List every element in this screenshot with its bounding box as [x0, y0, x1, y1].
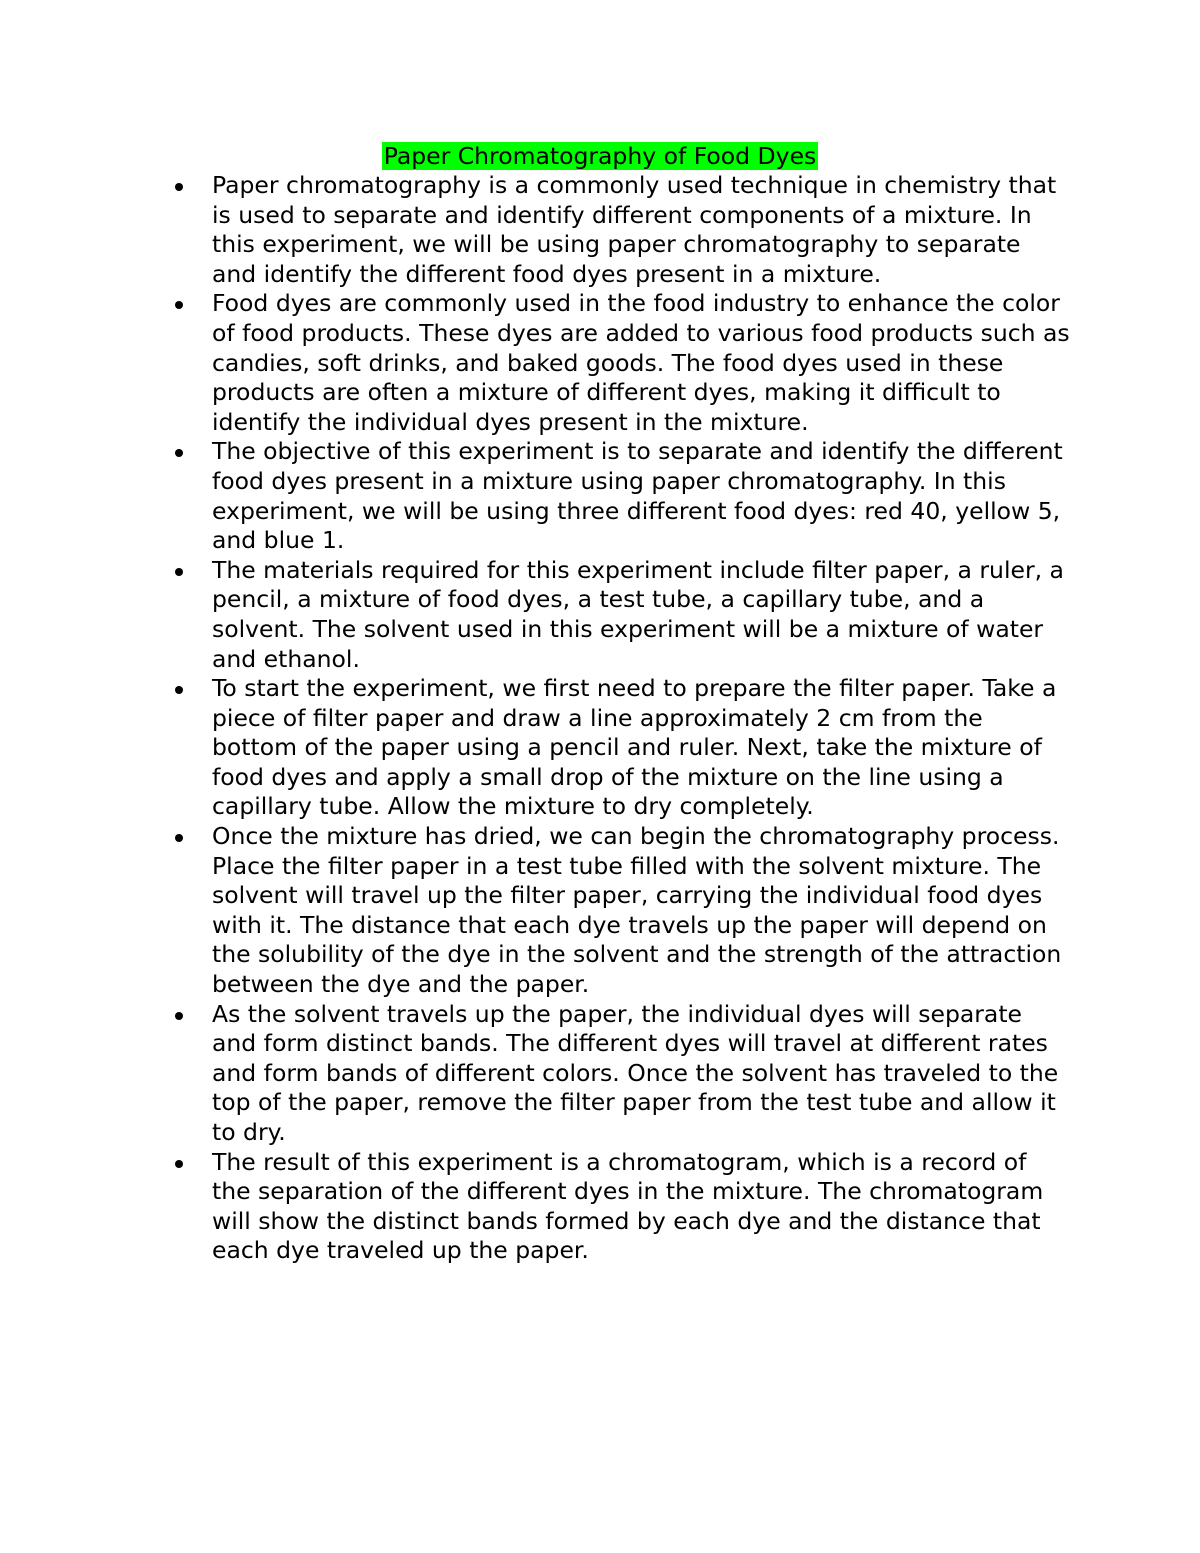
- list-item: [0, 289, 1072, 437]
- bullet-text: The objective of this experiment is to separate and identify the different food dyes present in a mixture using paper chromatography. In this experiment, we will be using three different food dyes: red 40, yellow 5, and blue 1.: [212, 437, 1063, 555]
- list-item: [0, 1000, 1072, 1148]
- bullet-icon: [175, 449, 183, 457]
- list-item: [0, 171, 1072, 289]
- bullet-icon: [175, 686, 183, 694]
- bullet-icon: [175, 1160, 183, 1168]
- bullet-text: Once the mixture has dried, we can begin the chromatography process. Place the filter paper in a test tube filled with the solvent mixture. The solvent will travel up the filter paper, carrying the individual food dyes with it. The distance that each dye travels up the paper will depend on the solubility of the dye in the solvent and the strength of the attraction between the dye and the paper.: [212, 822, 1062, 999]
- bullet-icon: [175, 568, 183, 576]
- bullet-text: Paper chromatography is a commonly used technique in chemistry that is used to separate and identify different components of a mixture. In this experiment, we will be using paper chromatography to separate and identify the different food dyes present in a mixture.: [212, 171, 1057, 288]
- list-item: [0, 556, 1072, 674]
- bullet-icon: [175, 301, 183, 309]
- bullet-text: To start the experiment, we first need to prepare the filter paper. Take a piece of filter paper and draw a line approximately 2 cm from the bottom of the paper using a pencil and ruler. Next, take the mixture of food dyes and apply a small drop of the mixture on the line using a capillary tube. Allow the mixture to dry completely.: [212, 674, 1057, 821]
- bullet-icon: [175, 1012, 183, 1020]
- document-title-line: [0, 141, 1200, 171]
- bullet-list: [0, 171, 1072, 1266]
- bullet-text: Food dyes are commonly used in the food industry to enhance the color of food products. These dyes are added to various food products such as candies, soft drinks, and baked goods. The food dyes used in these products are often a mixture of different dyes, making it difficult to identify the individual dyes present in the mixture.: [212, 289, 1070, 436]
- list-item: [0, 674, 1072, 822]
- list-item: [0, 1148, 1072, 1266]
- bullet-text: The materials required for this experiment include filter paper, a ruler, a pencil, a mixture of food dyes, a test tube, a capillary tube, and a solvent. The solvent used in this experiment will be a mixture of water and ethanol.: [212, 555, 1064, 673]
- list-item: [0, 822, 1072, 1000]
- document-title: Paper Chromatography of Food Dyes: [383, 142, 817, 170]
- bullet-icon: [175, 834, 183, 842]
- bullet-text: The result of this experiment is a chromatogram, which is a record of the separation of the different dyes in the mixture. The chromatogram will show the distinct bands formed by each dye and the distance that each dye traveled up the paper.: [212, 1147, 1044, 1265]
- bullet-text: As the solvent travels up the paper, the individual dyes will separate and form distinct bands. The different dyes will travel at different rates and form bands of different colors. Once the solvent has traveled to the top of the paper, remove the filter paper from the test tube and allow it to dry.: [212, 999, 1059, 1146]
- list-item: [0, 437, 1072, 555]
- bullet-icon: [175, 183, 183, 191]
